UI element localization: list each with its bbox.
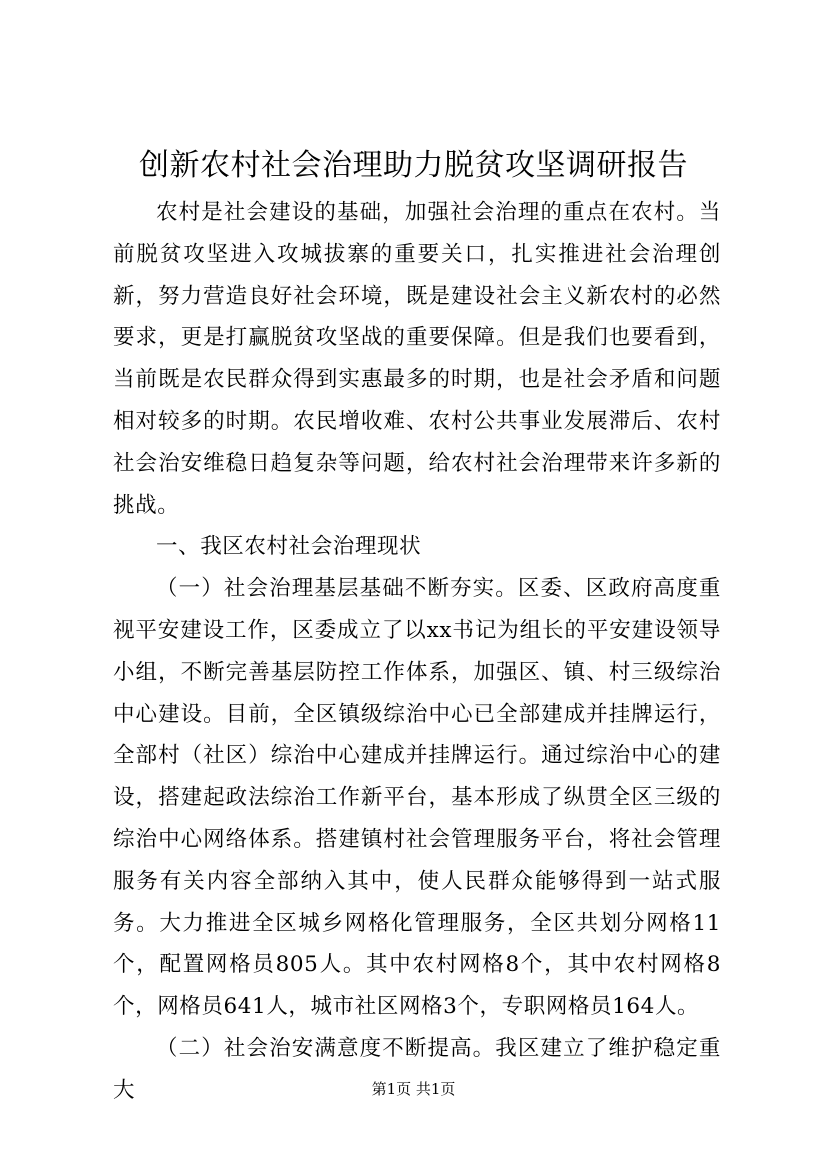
page-footer: 第1页 共1页 [371, 1080, 456, 1098]
section-heading: 一、我区农村社会治理现状 [156, 534, 422, 560]
subsection-paragraph-2: （二）社会治安满意度不断提高。我区建立了维护稳定重大 [113, 1035, 721, 1103]
document-title: 创新农村社会治理助力脱贫攻坚调研报告 [139, 148, 688, 183]
subsection-paragraph-1: （一）社会治理基层基础不断夯实。区委、区政府高度重视平安建设工作，区委成立了以xx书记为组长的平安建设领导小组，不断完善基层防控工作体系，加强区、镇、村三级综治中心建设。目前，全区镇级综治中心已全部建成并挂牌运行，全部村（社区）综治中心建成并挂牌运行。通过综治中心的建设，搭建起政法综治工作新平台，基本形成了纵贯全区三级的综治中心网络体系。搭建镇村社会管理服务平台，将社会管理服务有关内容全部纳入其中，使人民群众能够得到一站式服务。大力推进全区城乡网格化管理服务，全区共划分网格11个，配置网格员805人。其中农村网格8个，其中农村网格8个，网格员641人，城市社区网格3个，专职网格员164人。 [113, 576, 721, 1020]
document-body [113, 192, 721, 1112]
intro-paragraph: 农村是社会建设的基础，加强社会治理的重点在农村。当前脱贫攻坚进入攻城拔寨的重要关口，扎实推进社会治理创新，努力营造良好社会环境，既是建设社会主义新农村的必然要求，更是打赢脱贫攻坚战的重要保障。但是我们也要看到，当前既是农民群众得到实惠最多的时期，也是社会矛盾和问题相对较多的时期。农民增收难、农村公共事业发展滞后、农村社会治安维稳日趋复杂等问题，给农村社会治理带来许多新的挑战。 [113, 200, 721, 518]
